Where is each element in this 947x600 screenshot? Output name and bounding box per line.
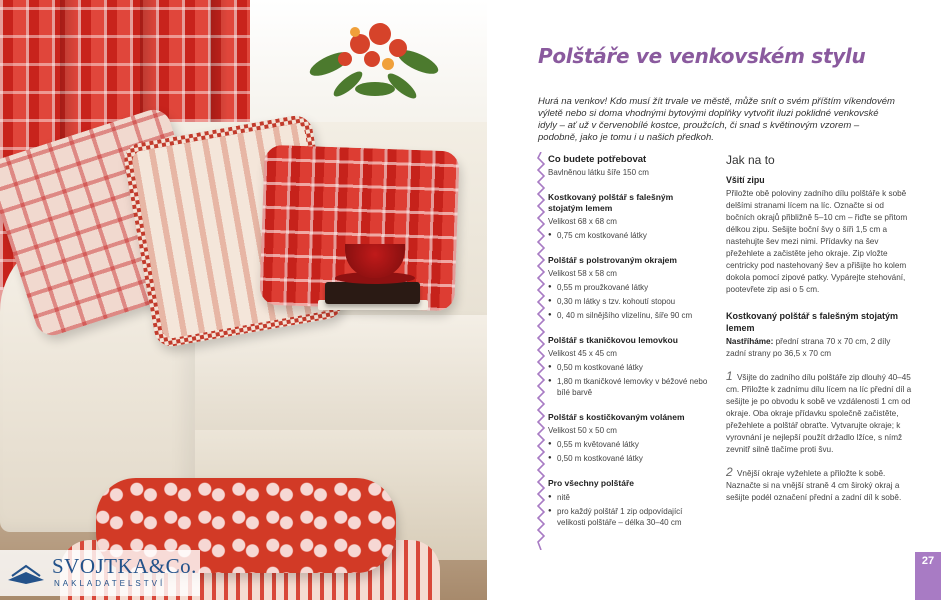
group-title: Polštář s polstrovaným okrajem (548, 255, 677, 265)
materials-list (548, 439, 708, 464)
materials-list (548, 282, 708, 321)
zip-title: Všití zipu (726, 175, 765, 185)
cut-paragraph (726, 336, 912, 360)
step (726, 466, 912, 504)
group-title: Pro všechny polštáře (548, 478, 634, 488)
group-title: Polštář s tkaničkovou lemovkou (548, 335, 678, 345)
group-size: Velikost 45 x 45 cm (548, 349, 617, 358)
list-item: ● 0,55 m květované látky (548, 439, 708, 450)
materials-list (548, 230, 708, 241)
list-item: ● 0, 40 m silnějšího vlizelínu, šíře 90 cm (548, 310, 708, 321)
step-text: Vnější okraje vyžehlete a přiložte k sobě. Naznačte si na vnější straně 4 cm široký okraj a sešijte podél označení přední a zadní díl k sobě. (726, 469, 902, 502)
list-item: ● pro každý polštář 1 zip odpovídající velikosti polštáře – délka 30–40 cm (548, 506, 708, 528)
materials-list (548, 492, 708, 528)
materials-list (548, 362, 708, 398)
publisher-logo (0, 550, 200, 596)
materials-column (548, 154, 708, 531)
list-item: ● 0,50 m kostkované látky (548, 362, 708, 373)
step-text: Všijte do zadního dílu polštáře zip dlouhý 40–45 cm. Přiložte k zadnímu dílu lícem na líc přední díl a sešijte je po obvodu k sobě ve vzdálenosti 1 cm od okraje. Oba okraje přídavku společně začistěte, přežehlete a polštář obraťte. Vytvarujte okraje; k vyrovnání je nejlepší použít držadlo lžíce, s nímž zevnitř silně tlačíme proti švu. (726, 373, 912, 454)
list-item: ● 0,50 m kostkované látky (548, 453, 708, 464)
book-logo-icon (6, 558, 46, 586)
book (325, 282, 420, 304)
step-number: 2 (726, 465, 733, 479)
pillow-title: Kostkovaný polštář s falešným stojatým lemem (726, 311, 899, 333)
zip-text: Přiložte obě poloviny zadního dílu polštáře k sobě delšími stranami lícem na líc. Označte si od bočních okrajů přibližně 5–10 cm – řiďte se přitom délkou zipu. Sešijte boční švy o šíři 1,5 cm a nastehujte šev mezi nimi. Přídavky na šev přežehlete a začistěte jeho okraje. Zip vložte centricky pod nastehovaný šev a přišijte ho kolem dokola pomocí zipové patky. Vypárejte stehování, pootevřete zip asi o 5 cm. (726, 189, 908, 294)
list-item: ● 1,80 m tkaničkové lemovky v béžové nebo bílé barvě (548, 376, 708, 398)
zigzag-divider (537, 152, 545, 550)
cut-text: přední strana 70 x 70 cm, 2 díly zadní strany po 36,5 x 70 cm (726, 337, 891, 358)
step (726, 370, 912, 456)
instructions-column (726, 154, 912, 504)
page-title: Polštáře ve venkovském stylu (538, 44, 866, 68)
group-title: Kostkovaný polštář s falešným stojatým lemem (548, 192, 674, 213)
list-item: ● 0,75 cm kostkované látky (548, 230, 708, 241)
group-size: Velikost 58 x 58 cm (548, 269, 617, 278)
howto-heading: Jak na to (726, 153, 775, 167)
list-item: ● nitě (548, 492, 708, 503)
flower-bouquet-icon (300, 4, 450, 114)
logo-name: SVOJTKA&Co. (52, 554, 197, 578)
materials-heading: Co budete potřebovat (548, 154, 647, 165)
group-title: Polštář s kostičkovaným volánem (548, 412, 685, 422)
step-number: 1 (726, 369, 733, 383)
list-item: ● 0,55 m proužkované látky (548, 282, 708, 293)
group-size: Velikost 50 x 50 cm (548, 426, 617, 435)
cut-label: Nastříháme: (726, 337, 774, 346)
page-number: 27 (915, 552, 941, 600)
intro-paragraph: Hurá na venkov! Kdo musí žít trvale ve městě, může snít o svém příštím víkendovém výletě nebo si doma vhodnými bytovými doplňky vytvořit iluzi poklidné venkovské idyly – ať už v červenobílé kostce, proužcích, či snad s květinovým vzorem – podobně, jako je tomu i u našich předkoh. (538, 96, 895, 143)
materials-base: Bavlněnou látku šíře 150 cm (548, 168, 649, 177)
list-item: ● 0,30 m látky s tzv. kohoutí stopou (548, 296, 708, 307)
logo-subtitle: NAKLADATELSTVÍ (54, 579, 166, 588)
group-size: Velikost 68 x 68 cm (548, 217, 617, 226)
